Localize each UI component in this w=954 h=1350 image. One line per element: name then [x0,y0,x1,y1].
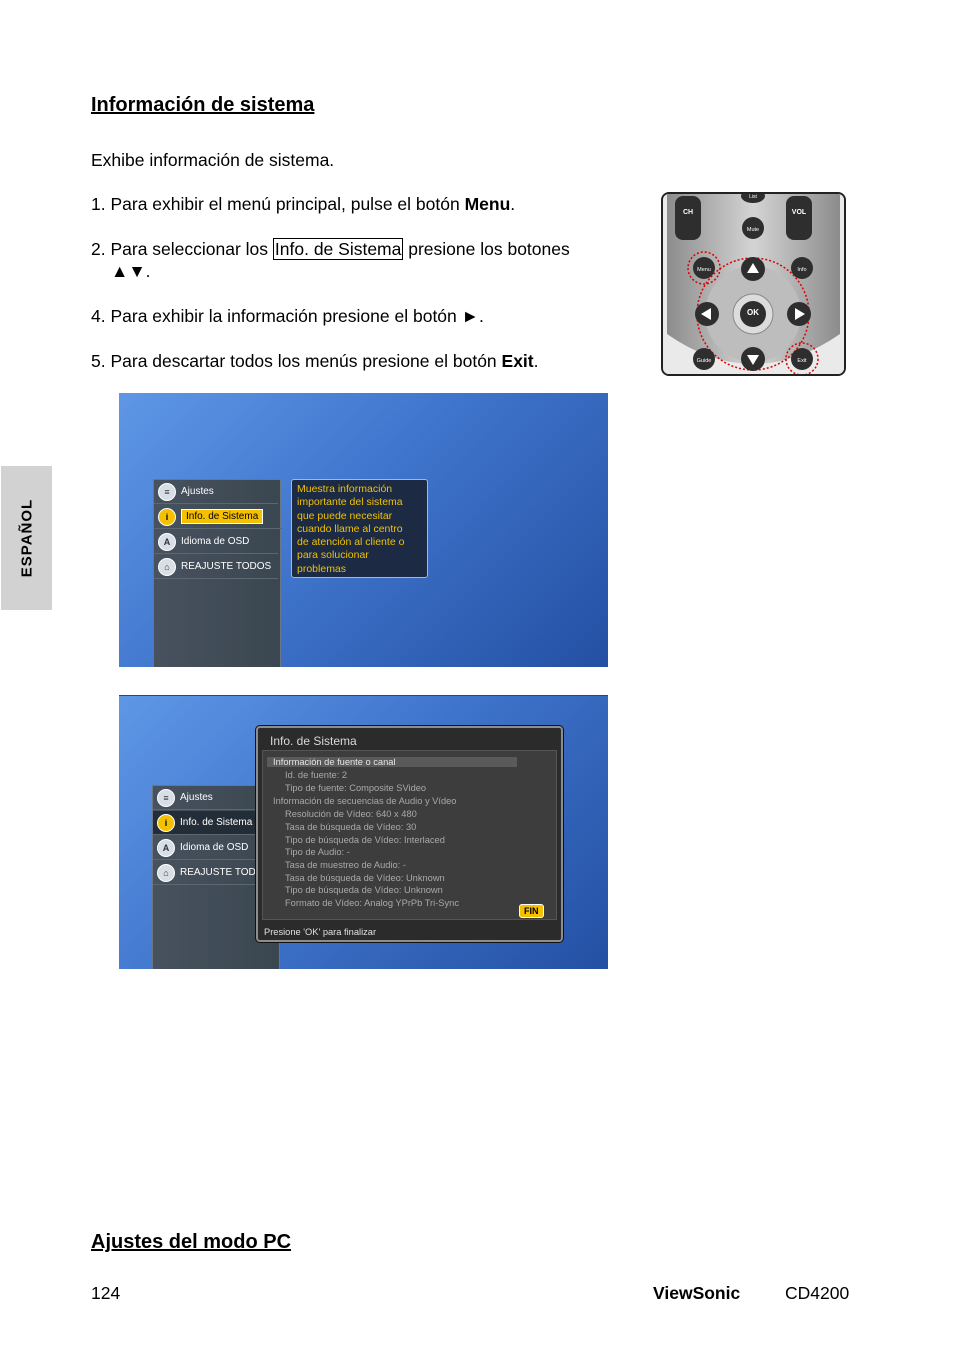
info-line: Formato de Vídeo: Analog YPrPb Tri-Sync [285,898,459,908]
guide-label: Guide [696,358,712,364]
reset-icon: ⌂ [157,864,175,882]
info-line: Tasa de búsqueda de Vídeo: Unknown [285,873,445,883]
osd-tooltip: Muestra información importante del sistema que puede necesitar cuando llame al centro de atención al cliente o para solucionar problemas [291,479,428,578]
brand-name: ViewSonic [653,1283,741,1303]
info-line: Información de secuencias de Audio y Vídeo [273,796,457,806]
step-5: 5. Para descartar todos los menús presione el botón Exit. [91,351,539,371]
info-line: Id. de fuente: 2 [285,770,348,780]
remote-control-image [661,192,846,376]
osd2-menu-item-idioma[interactable]: A Idioma de OSD [153,836,277,860]
window-title: Info. de Sistema [270,734,357,748]
osd-menu-item-idioma[interactable]: A Idioma de OSD [154,530,278,554]
system-info-window [256,726,563,942]
section-title-pc: Ajustes del modo PC [91,1231,292,1253]
ch-label: CH [682,209,694,216]
osd-menu-item-reajuste[interactable]: ⌂ REAJUSTE TODOS [154,555,278,579]
info-line: Resolución de Vídeo: 640 x 480 [285,809,417,819]
step-2-arrows: ▲▼. [111,261,151,281]
menu-label: Menu [697,267,711,273]
info-icon: i [157,814,175,832]
info-line: Tipo de búsqueda de Vídeo: Interlaced [285,835,445,845]
ok-label: OK [747,308,759,317]
reset-icon: ⌂ [158,558,176,576]
step-4: 4. Para exhibir la información presione el botón ►. [91,306,484,326]
step-2: 2. Para seleccionar los Info. de Sistema presione los botones [91,239,570,259]
info-line: Tipo de búsqueda de Vídeo: Unknown [285,885,443,895]
osd2-menu-item-info[interactable]: i Info. de Sistema [153,811,277,835]
info-sistema-box: Info. de Sistema [274,239,402,259]
osd-menu-item-ajustes[interactable]: ≡ Ajustes [154,480,278,504]
fin-button[interactable]: FIN [519,904,544,918]
info-list [262,750,557,920]
info-line: Información de fuente o canal [267,757,517,767]
osd-screenshot-1 [119,393,608,667]
osd2-menu-item-reajuste[interactable]: ⌂ REAJUSTE TOD [153,861,277,885]
language-icon: A [158,533,176,551]
osd2-menu-item-ajustes[interactable]: ≡ Ajustes [153,786,277,810]
info-label: Info [797,267,807,273]
language-side-tab: ESPAÑOL [1,466,52,610]
page-number: 124 [91,1283,121,1303]
info-line: Tasa de búsqueda de Vídeo: 30 [285,822,417,832]
info-line: Tipo de Audio: - [285,847,350,857]
section-title: Información de sistema [91,94,315,116]
info-icon: i [158,508,176,526]
settings-icon: ≡ [157,789,175,807]
exit-label: Exit [797,358,807,364]
window-footer: Presione 'OK' para finalizar [264,927,377,937]
language-icon: A [157,839,175,857]
info-line: Tasa de muestreo de Audio: - [285,860,406,870]
intro-text: Exhibe información de sistema. [91,150,335,170]
settings-icon: ≡ [158,483,176,501]
mute-label: Mute [746,227,760,233]
model-name: CD4200 [785,1283,850,1303]
vol-label: VOL [791,209,807,216]
osd-menu-item-info[interactable]: i Info. de Sistema [154,505,282,529]
remote-svg [663,194,844,374]
list-label: List [749,194,757,200]
step-1: 1. Para exhibir el menú principal, pulse el botón Menu. [91,194,516,214]
osd-screenshot-2 [119,695,608,969]
info-line: Tipo de fuente: Composite SVideo [285,783,427,793]
